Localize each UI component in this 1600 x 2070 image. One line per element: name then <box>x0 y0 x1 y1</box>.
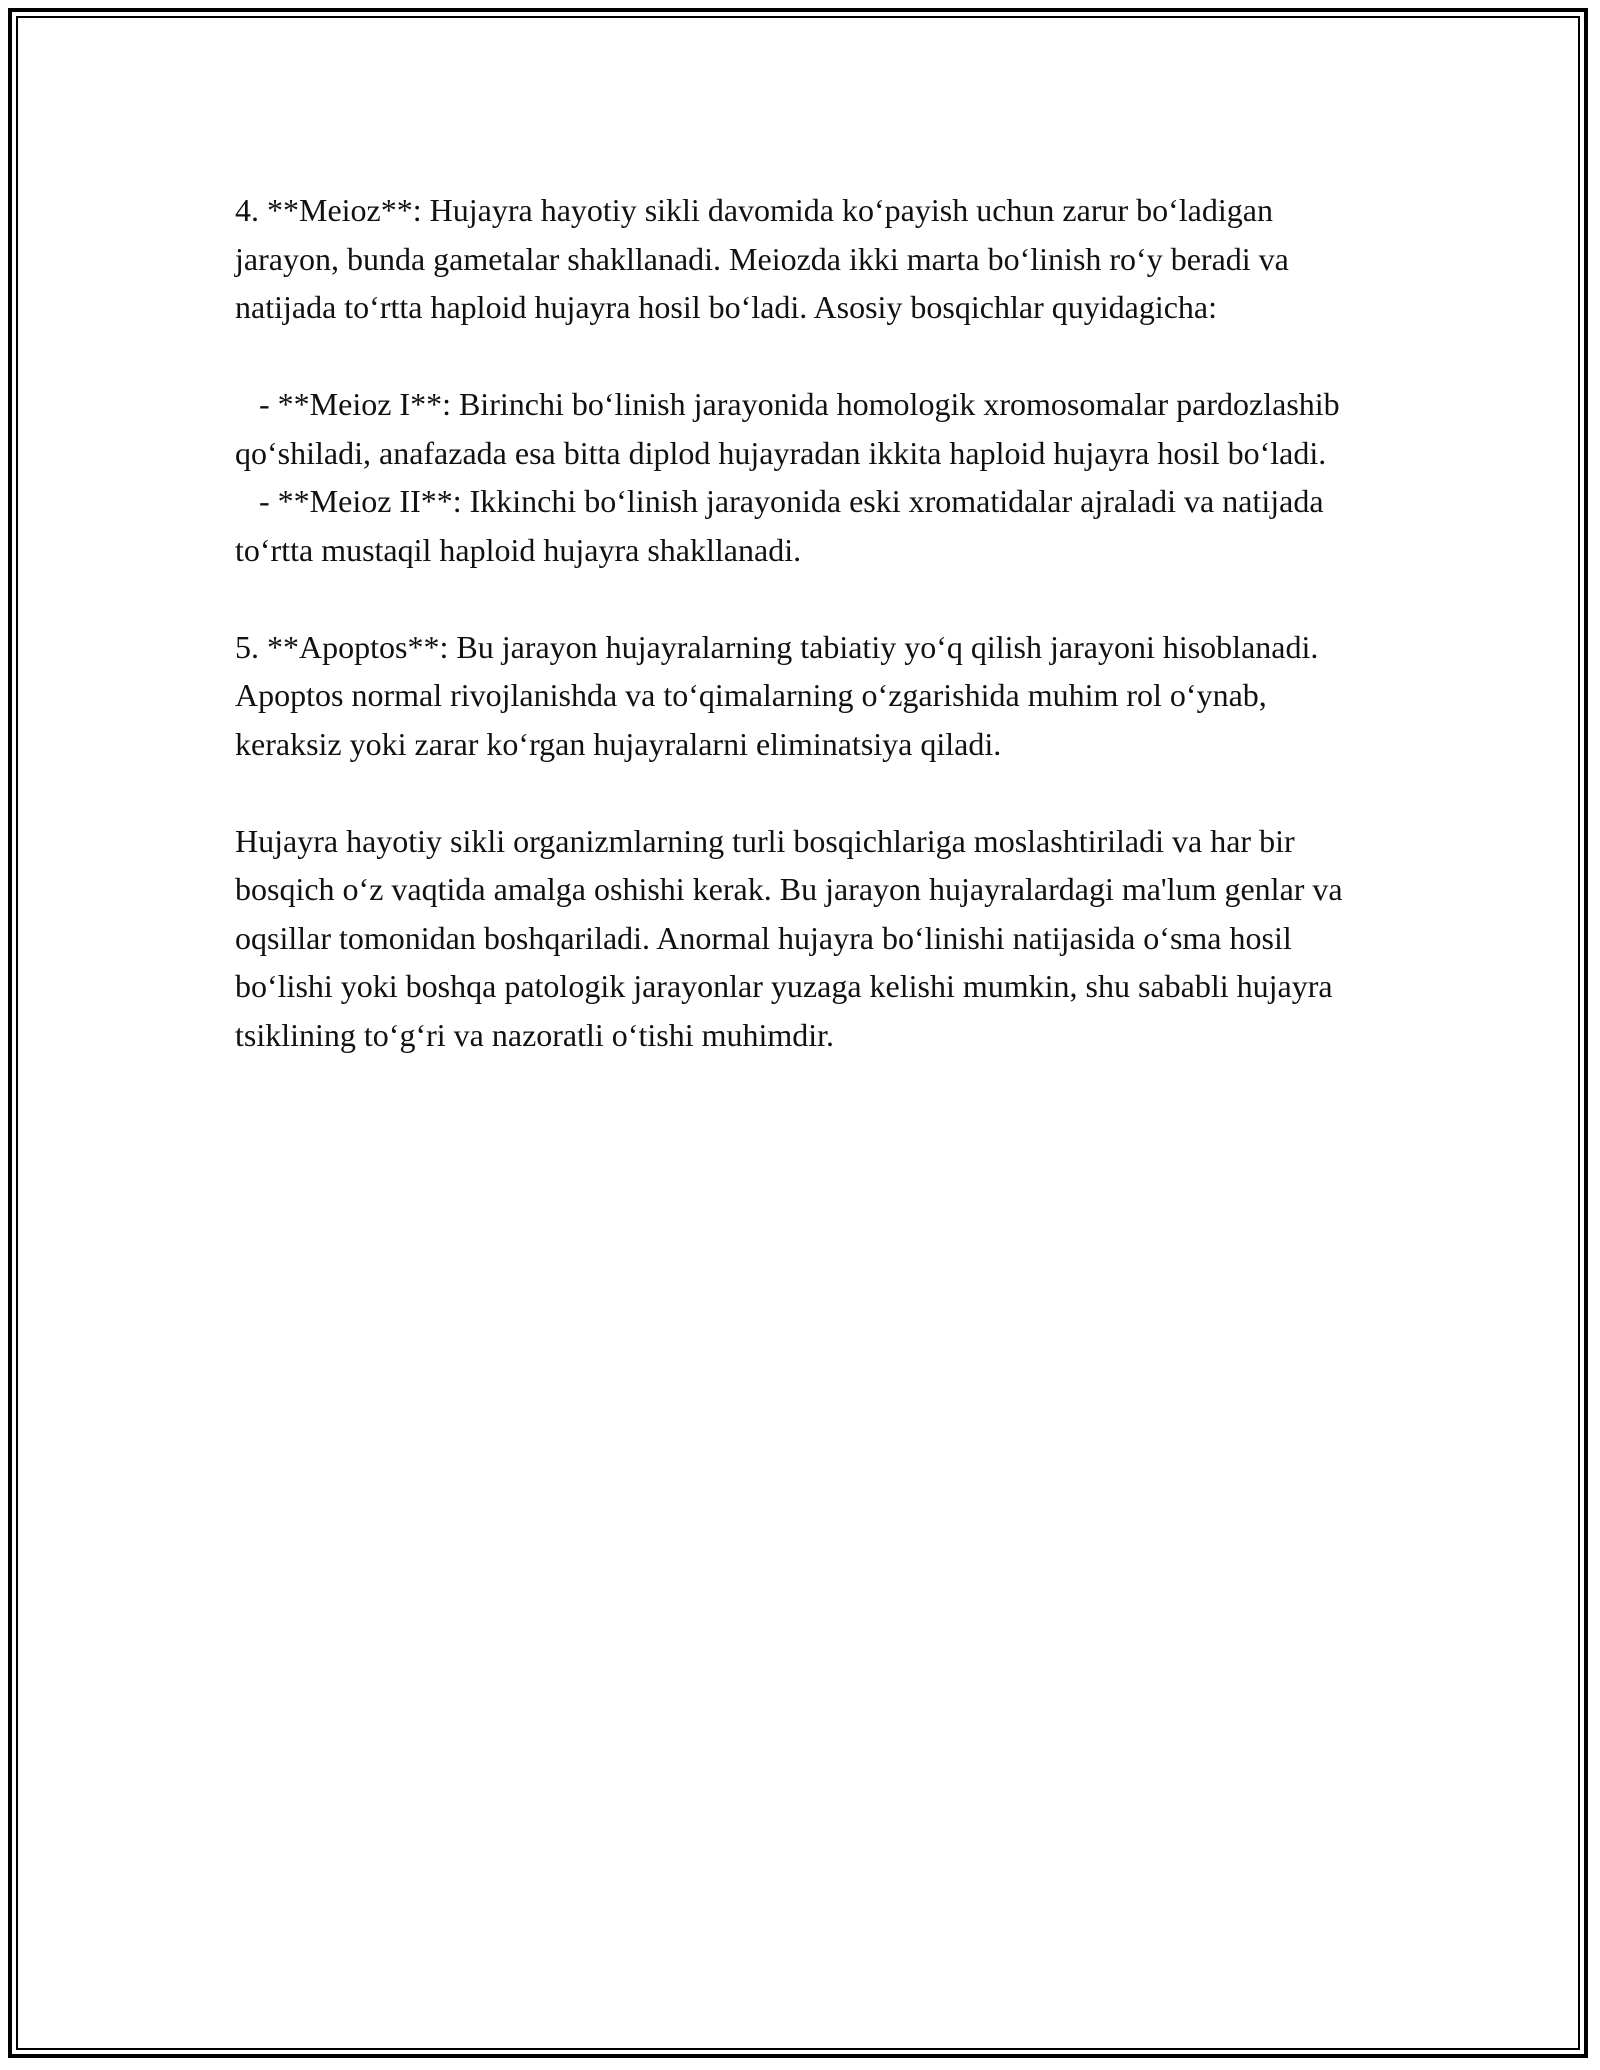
document-body <box>235 186 1375 1059</box>
paragraph-conclusion: Hujayra hayotiy sikli organizmlarning turli bosqichlariga moslashtiriladi va har bir bosqich oʻz vaqtida amalga oshishi kerak. Bu jarayon hujayralardagi ma'lum genlar va oqsillar tomonidan boshqariladi. Anormal hujayra boʻlinishi natijasida oʻsma hosil boʻlishi yoki boshqa patologik jarayonlar yuzaga kelishi mumkin, shu sababli hujayra tsiklining toʻgʻri va nazoratli oʻtishi muhimdir. <box>235 822 1351 1053</box>
paragraph-spacer <box>235 768 1375 817</box>
paragraph-apoptos: 5. **Apoptos**: Bu jarayon hujayralarning tabiatiy yoʻq qilish jarayoni hisoblanadi. Apoptos normal rivojlanishda va toʻqimalarning oʻzgarishida muhim rol oʻynab, keraksiz yoki zarar koʻrgan hujayralarni eliminatsiya qiladi. <box>235 628 1325 762</box>
list-item-meioz-1: - **Meioz I**: Birinchi boʻlinish jarayonida homologik xromosomalar pardozlashib qoʻshiladi, anafazada esa bitta diplod hujayradan ikkita haploid hujayra hosil boʻladi. <box>235 386 1348 471</box>
list-item-meioz-2: - **Meioz II**: Ikkinchi boʻlinish jarayonida eski xromatidalar ajraladi va natijada toʻrtta mustaqil haploid hujayra shakllanadi. <box>235 483 1332 568</box>
paragraph-spacer <box>235 332 1375 381</box>
paragraph-spacer <box>235 574 1375 623</box>
paragraph-meioz: 4. **Meioz**: Hujayra hayotiy sikli davomida koʻpayish uchun zarur boʻladigan jarayon, bunda gametalar shakllanadi. Meiozda ikki marta boʻlinish roʻy beradi va natijada toʻrtta haploid hujayra hosil boʻladi. Asosiy bosqichlar quyidagicha: <box>235 192 1297 325</box>
